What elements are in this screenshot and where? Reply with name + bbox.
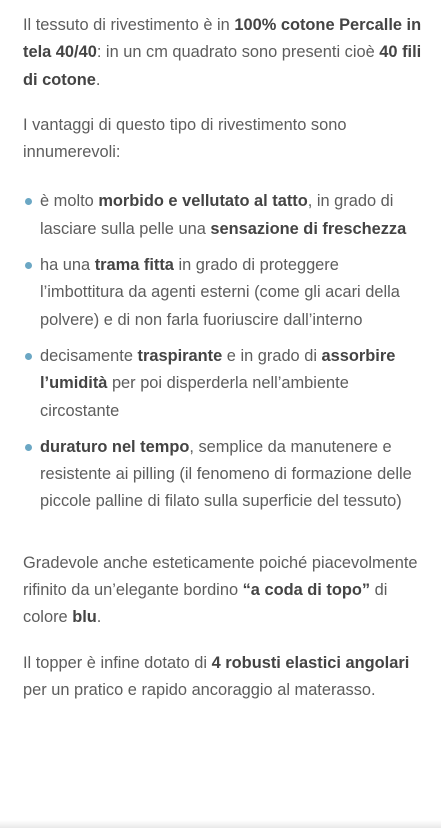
bullet-dot-icon xyxy=(25,262,32,269)
list-item-highlight: assorbire l’umidità xyxy=(40,346,396,393)
product-description xyxy=(23,12,423,704)
list-item-highlight: morbido e vellutato al tatto xyxy=(98,192,308,211)
list-item-highlight: duraturo nel tempo xyxy=(40,437,190,456)
elastics-highlight: 4 robusti elastici angolari xyxy=(211,653,410,672)
fabric-highlight-threads: 40 fili di cotone xyxy=(23,43,422,89)
list-item-text: e in grado di xyxy=(222,346,322,365)
list-item-highlight: trama fitta xyxy=(94,256,174,275)
fabric-text-3: . xyxy=(95,70,101,89)
fabric-paragraph xyxy=(23,12,423,94)
bullet-dot-icon xyxy=(25,444,32,451)
elastics-text-1: Il topper è infine dotato di xyxy=(23,653,212,672)
list-item-softness xyxy=(23,188,423,243)
bullet-dot-icon xyxy=(25,353,32,360)
list-item-text: in grado di proteggere l’imbottitura da agenti esterni (come gli acari della polvere) e di non farla fuoriuscire dall’interno xyxy=(40,256,400,329)
advantages-list xyxy=(23,188,423,515)
list-item-highlight: traspirante xyxy=(137,346,223,365)
aesthetic-text-1: Gradevole anche esteticamente poiché piacevolmente rifinito da un’elegante bordino xyxy=(23,553,418,600)
list-item-weave xyxy=(23,252,423,334)
list-item-text: per poi disperderla nell’ambiente circostante xyxy=(40,374,349,420)
advantages-intro: I vantaggi di questo tipo di rivestimento sono innumerevoli: xyxy=(23,115,347,162)
list-item-highlight: sensazione di freschezza xyxy=(210,219,407,238)
list-item-durable xyxy=(23,434,423,516)
aesthetic-text-2: di colore xyxy=(23,581,388,627)
elastics-paragraph xyxy=(23,650,423,705)
aesthetic-paragraph xyxy=(23,550,423,632)
fabric-text-2: : in un cm quadrato sono presenti cioè xyxy=(96,43,380,62)
list-item-text: ha una xyxy=(40,256,95,275)
list-item-text: decisamente xyxy=(40,346,138,365)
list-item-text: , semplice da manutenere e resistente ai pilling (il fenomeno di formazione delle piccole palline di filato sulla superficie del tessuto) xyxy=(40,437,412,511)
list-item-text: è molto xyxy=(40,192,99,211)
fabric-text-1: Il tessuto di rivestimento è in xyxy=(23,16,235,34)
aesthetic-text-3: . xyxy=(96,608,102,627)
elastics-text-2: per un pratico e rapido ancoraggio al materasso. xyxy=(23,680,376,699)
fabric-highlight-cotton: 100% cotone Percalle in tela 40/40 xyxy=(23,16,422,62)
list-item-breathable xyxy=(23,343,423,425)
list-item-text: , in grado di lasciare sulla pelle una xyxy=(40,192,394,238)
aesthetic-highlight-color: blu xyxy=(72,608,97,627)
bullet-dot-icon xyxy=(25,198,32,205)
aesthetic-highlight-border: “a coda di topo” xyxy=(242,581,371,600)
bottom-shadow xyxy=(0,820,441,828)
